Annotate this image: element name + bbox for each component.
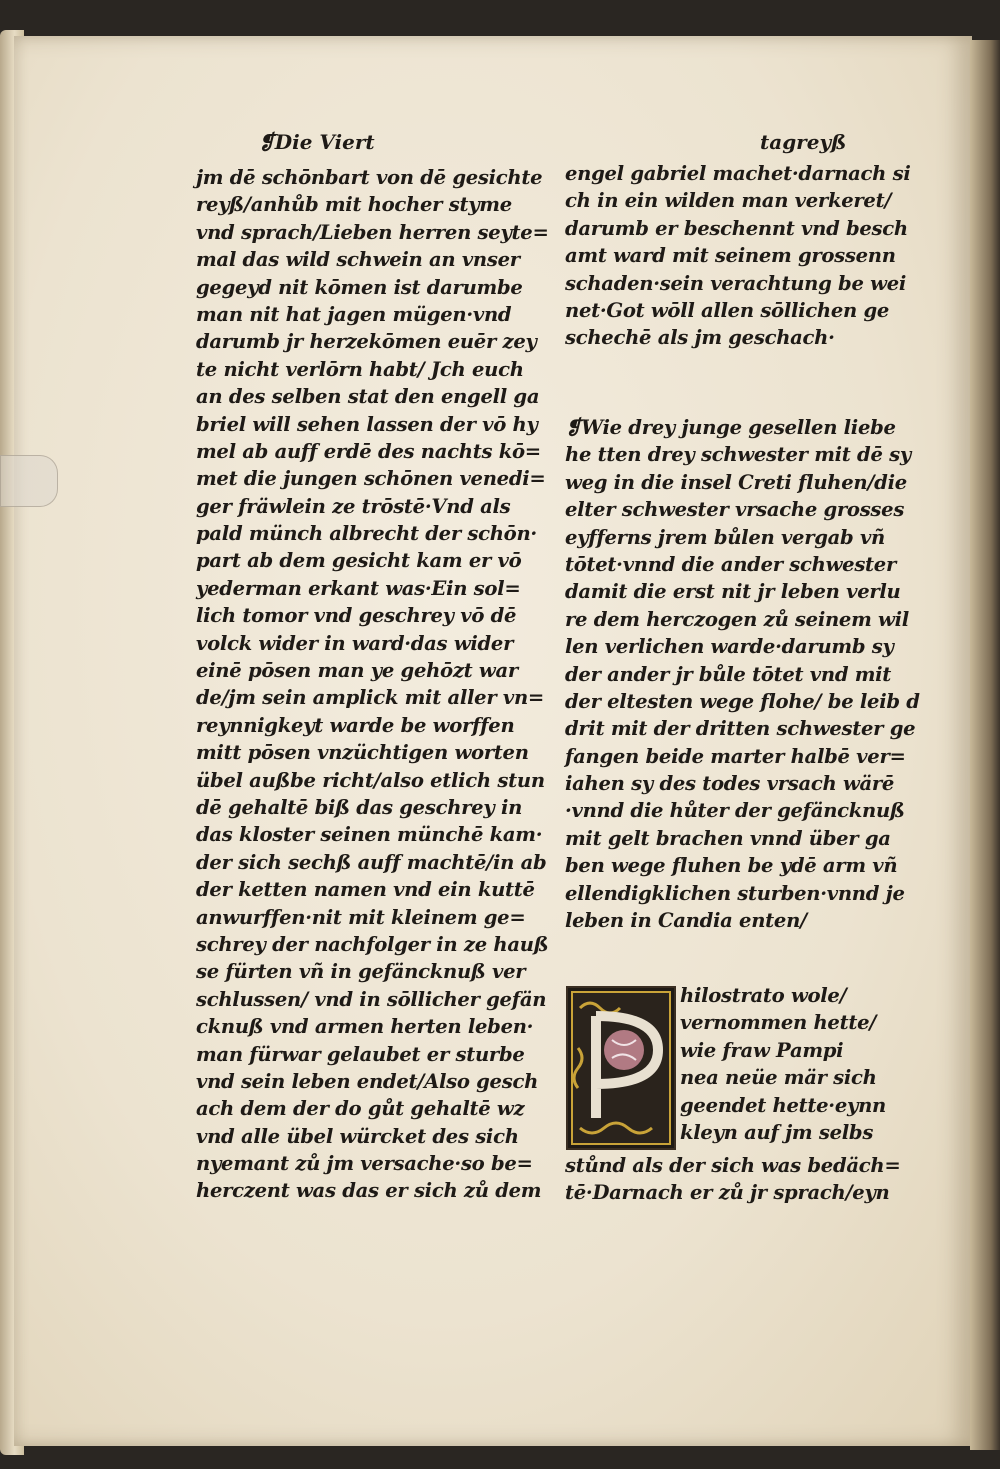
text-line: briel will sehen lassen der vō hy [196,412,538,436]
text-line: mel ab auff erdē des nachts kō= [196,439,541,463]
text-line: das kloster seinen münchē kam· [196,823,543,847]
text-line: ger fräwlein ze trōstē·Vnd als [196,494,511,518]
text-line: man nit hat jagen mügen·vnd [196,302,512,326]
text-line: geendet hette·eynn [680,1093,886,1117]
text-line: darumb er beschennt vnd besch [565,216,908,240]
text-line: reyß/anhůb mit hocher styme [196,193,512,217]
text-line: anwurffen·nit mit kleinem ge= [196,905,526,929]
text-line: drit mit der dritten schwester ge [565,717,916,741]
text-line: part ab dem gesicht kam er vō [196,549,522,573]
text-line: iahen sy des todes vrsach wärē [565,772,895,796]
text-line: schaden·sein verachtung be wei [565,271,907,295]
text-line: reynnigkeyt warde be worffen [196,713,515,737]
text-line: damit die erst nit jr leben verlu [565,580,901,604]
text-line: re dem herczogen zů seinem wil [565,607,909,631]
text-line: te nicht verlōrn habt/ Jch euch [196,357,524,381]
text-line: stůnd als der sich was bedäch= [565,1154,901,1177]
text-line: man fürwar gelaubet er sturbe [196,1042,525,1066]
text-line: fangen beide marter halbē ver= [565,744,906,768]
right-text-column-top [565,160,911,352]
text-line: ach dem der do gůt gehaltē wz [196,1097,525,1121]
text-line: amt ward mit seinem grossenn [565,244,896,268]
text-line: der ketten namen vnd ein kuttē [196,878,535,902]
text-line: vernommen hette/ [680,1011,877,1035]
running-header-right: tagreyß [760,130,847,154]
text-line: der ander jr bůle tōtet vnd mit [565,662,892,686]
text-line: gegeyd nit kōmen ist darumbe [196,275,523,299]
text-line: lich tomor vnd geschrey vō dē [196,604,517,628]
text-line: darumb jr herzekōmen euēr zey [196,330,537,354]
initial-letter [568,988,674,1148]
text-line: ben wege fluhen be ydē arm vñ [565,854,898,878]
text-line: yederman erkant was·Ein sol= [196,576,521,600]
text-line: pald münch albrecht der schōn· [196,522,537,546]
text-line: tē·Darnach er zů jr sprach/eyn [565,1181,890,1205]
right-text-column-chapter [565,414,920,934]
text-line: elter schwester vrsache grosses [565,498,905,522]
text-line: ❡Wie drey junge gesellen liebe [565,416,896,439]
page-clip [0,455,58,507]
text-line: jm dē schōnbart von dē gesichte [196,166,543,189]
text-line: engel gabriel machet·darnach si [565,162,911,185]
text-line: hilostrato wole/ [680,984,847,1007]
text-line: einē pōsen man ye gehōzt war [196,659,518,683]
text-line: mit gelt brachen vnnd über ga [565,826,891,850]
text-line: herczent was das er sich zů dem [196,1179,542,1203]
running-header-left: ❡Die Viert [258,130,375,154]
right-text-column-bottom [565,1152,905,1207]
text-line: vnd alle übel würcket des sich [196,1124,519,1148]
text-line: schlussen/ vnd in sōllicher gefän [196,987,547,1011]
text-line: tōtet·vnnd die ander schwester [565,552,897,576]
text-line: weg in die insel Creti fluhen/die [565,470,907,494]
text-line: he tten drey schwester mit dē sy [565,443,911,467]
text-line: nyemant zů jm versache·so be= [196,1152,533,1176]
text-line: eyfferns jrem bůlen vergab vñ [565,525,885,549]
text-line: mitt pōsen vnzüchtigen worten [196,741,529,765]
text-line: dē gehaltē biß das geschrey in [196,795,523,819]
text-line: der eltesten wege flohe/ be leib d [565,689,920,713]
text-line: se fürten vñ in gefäncknuß ver [196,960,526,984]
text-line: schrey der nachfolger in ze hauß [196,932,549,956]
text-line: vnd sein leben endet/Also gesch [196,1069,539,1093]
text-line: volck wider in ward·das wider [196,631,514,655]
book-gutter [970,40,1000,1450]
text-line: net·Got wōll allen sōllichen ge [565,298,890,322]
text-line: kleyn auf jm selbs [680,1120,874,1144]
right-text-column-initial-lines [680,982,905,1146]
text-line: ·vnnd die hůter der gefäncknuß [565,799,905,823]
left-text-column [196,164,549,1205]
text-line: an des selben stat den engell ga [196,385,540,409]
text-line: de/jm sein amplick mit aller vn= [196,686,545,710]
text-line: ellendigklichen sturben·vnnd je [565,881,905,905]
text-line: schechē als jm geschach· [565,326,835,350]
text-line: ch in ein wilden man verkeret/ [565,189,892,213]
text-line: cknuß vnd armen herten leben· [196,1015,534,1039]
text-line: übel außbe richt/also etlich stun [196,768,545,792]
text-line: leben in Candia enten/ [565,909,807,933]
decorated-initial-p-icon [566,986,676,1150]
text-line: der sich sechß auff machtē/in ab [196,850,547,874]
text-line: nea neüe mär sich [680,1066,877,1090]
text-line: mal das wild schwein an vnser [196,248,520,272]
text-line: met die jungen schōnen venedi= [196,467,546,491]
text-line: len verlichen warde·darumb sy [565,635,894,659]
text-line: wie fraw Pampi [680,1038,844,1062]
text-line: vnd sprach/Lieben herren seyte= [196,220,549,244]
